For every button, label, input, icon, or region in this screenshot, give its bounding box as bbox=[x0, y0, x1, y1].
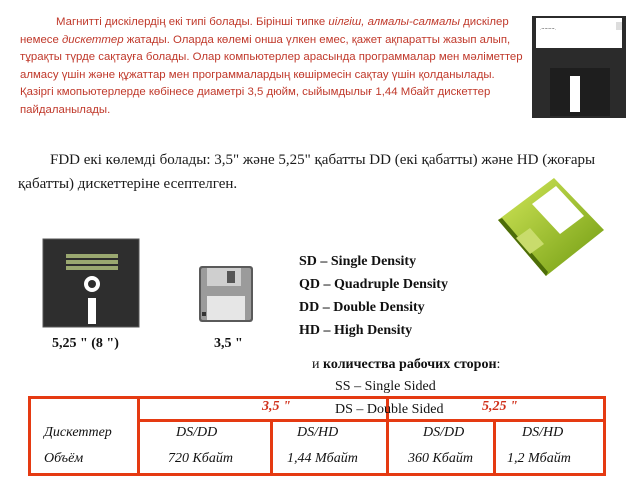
table-cell: DS/DD bbox=[423, 425, 465, 440]
svg-text:.~~~~.: .~~~~. bbox=[540, 26, 556, 31]
table-cell: 1,2 Мбайт bbox=[507, 451, 571, 466]
sides-heading bbox=[312, 357, 500, 373]
intro-term-flexible: иілгіш, алмалы-салмалы bbox=[328, 16, 460, 28]
intro-lead: Магнитті дискілердің екі типі болады. Бірінші типке bbox=[56, 16, 329, 28]
floppy-5-25-icon bbox=[42, 238, 140, 328]
table-cell: DS/HD bbox=[522, 425, 564, 440]
floppy-3-5-gray-icon bbox=[197, 264, 255, 324]
floppy-3-5-green-icon bbox=[492, 172, 608, 280]
sides-bold: количества рабочих сторон bbox=[323, 357, 497, 372]
table-cell: 360 Кбайт bbox=[408, 451, 473, 466]
table-cell: 1,44 Мбайт bbox=[287, 451, 358, 466]
intro-paragraph bbox=[20, 14, 528, 119]
intro-mid: дискілер немесе bbox=[20, 16, 509, 46]
sides-ss: SS – Single Sided bbox=[335, 379, 436, 394]
table-head-5-25: 5,25 " bbox=[482, 399, 518, 414]
table-row-label-volume: Объём bbox=[44, 451, 84, 466]
density-list bbox=[299, 250, 448, 342]
sides-suffix: : bbox=[496, 357, 501, 372]
table-head-3-5: 3,5 " bbox=[262, 399, 291, 414]
table-cell: 720 Кбайт bbox=[168, 451, 233, 466]
table-row-label-diskettes: Дискеттер bbox=[44, 425, 112, 440]
floppy-3-5-black-icon bbox=[530, 14, 628, 120]
sides-prefix: и bbox=[312, 357, 323, 372]
label-5-25: 5,25 " (8 ") bbox=[52, 336, 119, 351]
table-cell: DS/HD bbox=[297, 425, 339, 440]
intro-rest: жатады. Оларда көлемі онша үлкен емес, қажет ақпаратты жазып алып, тұрақты түрде сақтауға болады. Олар компьютерлер арасында программалар мен мәліметтер алмасу үшін және құжаттар мен программалардың көшірмесін сақтау үшін қолданылады. Қазіргі кмопьютерлерде көбінесе диаметрі 3,5 дюйм, сыйымдылығ 1,44 Мбайт дискеттер пайдаланылады. bbox=[20, 33, 523, 116]
density-qd: QD – Quadruple Density bbox=[299, 277, 448, 292]
density-sd: SD – Single Density bbox=[299, 254, 417, 269]
density-hd: HD – High Density bbox=[299, 323, 413, 338]
intro-term-diskettes: дискеттер bbox=[62, 33, 124, 46]
density-dd: DD – Double Density bbox=[299, 300, 425, 315]
label-3-5: 3,5 " bbox=[214, 336, 243, 351]
fdd-description: FDD екі көлемді болады: 3,5" және 5,25" қабатты DD (екі қабатты) және HD (жоғары қабатты) дискеттеріне есептелген. bbox=[18, 152, 596, 192]
sides-ds: DS – Double Sided bbox=[335, 402, 444, 417]
table-cell: DS/DD bbox=[176, 425, 218, 440]
